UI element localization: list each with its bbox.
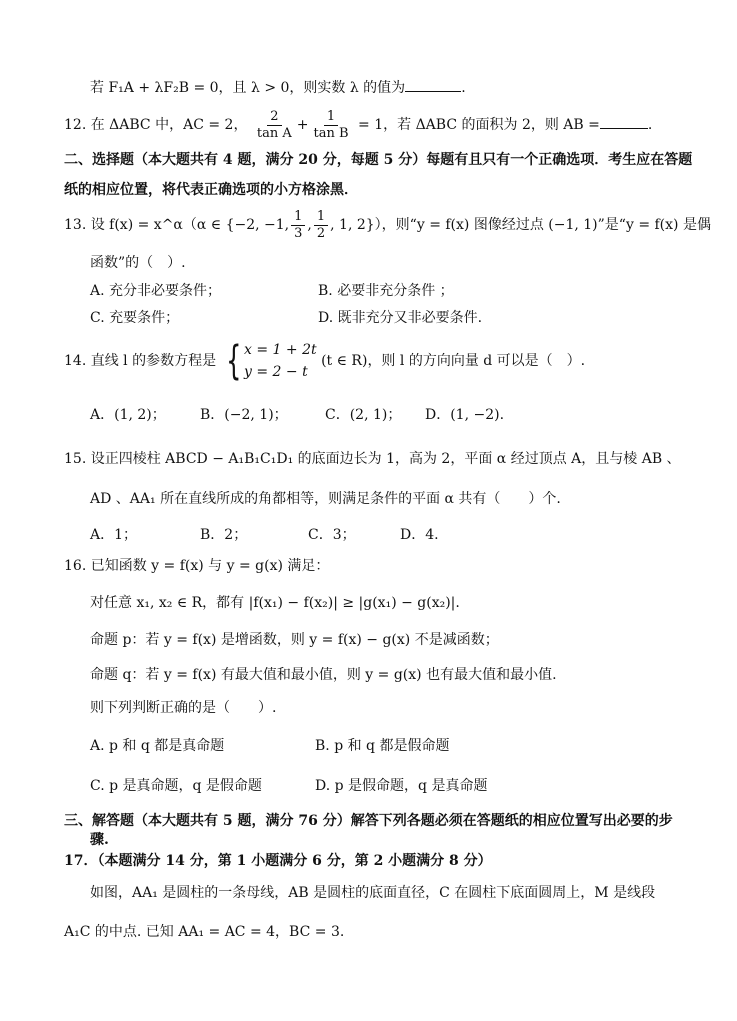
q15-line1 [64,449,681,469]
q12-f2-num: 1 [324,109,338,126]
q16-line4: 命题 q：若 y = f(x) 有最大值和最小值，则 y = g(x) 也有最大值和最小值. [90,667,557,683]
q16-option-d[interactable]: D. p 是假命题，q 是真命题 [315,778,488,794]
q12-post: = 1，若 ΔABC 的面积为 2，则 AB = [358,117,600,133]
q13-f1-num: 1 [291,209,305,226]
q15-option-d[interactable]: D．4. [400,527,439,543]
q12-f2-den: tan B [313,125,349,141]
q14-option-d[interactable]: D．(1, −2). [425,407,505,423]
q13-f2-den: 2 [316,225,326,241]
q16-number: 16. [64,558,87,574]
q12-pre: 在 ΔABC 中，AC = 2， [90,117,248,133]
q15-option-c[interactable]: C．3； [308,527,356,543]
q13-number: 13. [64,217,87,233]
section2-heading-line2: 纸的相应位置，将代表正确选项的小方格涂黑． [64,182,358,198]
q14-option-b[interactable]: B．(−2, 1)； [200,407,288,423]
q12-plus: + [296,117,309,133]
q17-line1: 如图，AA₁ 是圆柱的一条母线，AB 是圆柱的底面直径，C 在圆柱下底面圆周上，M 是线段 [90,885,656,901]
section3-heading-line2: 骤. [90,832,109,848]
q13-line2: 函数”的（ ）. [90,255,186,271]
q11-text: 若 F₁A + λF₂B = 0，且 λ > 0，则实数 λ 的值为 [90,80,406,96]
q13-line1 [64,208,711,242]
q11-end: . [461,80,466,96]
q14-brace: { [225,338,241,384]
q14-equation-system [221,339,317,383]
q12-number: 12. [64,117,87,133]
q11-answer-blank [405,77,461,92]
q14-pre: 直线 l 的参数方程是 [90,353,217,369]
q14-cond: (t ∈ R) [321,353,368,369]
q13-option-d[interactable]: D. 既非充分又非必要条件. [318,310,483,326]
q14-eq2: y = 2 − t [244,364,308,380]
q13-option-b[interactable]: B. 必要非充分条件 ； [318,283,454,299]
q15-line2: AD 、AA₁ 所在直线所成的角都相等，则满足条件的平面 α 共有（ ）个. [90,491,561,507]
q13-post: , 1, 2}），则“y = f(x) 图像经过点 (−1, 1)”是“y = f(x) 是偶 [330,217,711,233]
q16-line3: 命题 p：若 y = f(x) 是增函数，则 y = f(x) − g(x) 不是减函数； [90,632,499,648]
q15-option-b[interactable]: B．2； [200,527,248,543]
q12-f1-num: 2 [267,109,281,126]
q12-fraction-2 [311,109,352,142]
q12-answer-blank [600,114,648,129]
q13-fraction-2 [314,209,328,242]
q16-option-c[interactable]: C. p 是真命题，q 是假命题 [90,778,262,794]
q16-option-b[interactable]: B. p 和 q 都是假命题 [315,738,450,754]
q13-f1-den: 3 [294,225,303,241]
q12-f1-den: tan A [256,125,292,141]
q15-text1: 设正四棱柱 ABCD − A₁B₁C₁D₁ 的底面边长为 1，高为 2，平面 α 经过顶点 A，且与棱 AB 、 [90,451,681,467]
q12 [64,108,652,142]
q14-post: ，则 l 的方向向量 d 可以是（ ）. [367,353,586,369]
q15-number: 15. [64,451,87,467]
section3-heading-line1: 三、解答题（本大题共有 5 题，满分 76 分）解答下列各题必须在答题纸的相应位置写出必要的步 [64,813,673,829]
q15-option-a[interactable]: A．1； [90,527,138,543]
q11-tail [90,77,466,98]
q14-line1 [64,337,585,385]
q14-option-c[interactable]: C．(2, 1)； [325,407,402,423]
q14-option-a[interactable]: A．(1, 2)； [90,407,166,423]
q14-eq1: x = 1 + 2t [244,342,317,358]
q14-number: 14. [64,353,87,369]
q16-option-a[interactable]: A. p 和 q 都是真命题 [90,738,225,754]
q13-option-a[interactable]: A. 充分非必要条件； [90,283,222,299]
q16-line1 [64,556,329,576]
q12-fraction-1 [254,109,295,142]
q13-option-c[interactable]: C. 充要条件； [90,310,180,326]
q12-end: . [647,117,653,133]
q16-line2: 对任意 x₁, x₂ ∈ R，都有 |f(x₁) − f(x₂)| ≥ |g(x₁) − g(x₂)|. [90,595,460,611]
q17-line2: A₁C 的中点. 已知 AA₁ = AC = 4，BC = 3. [64,924,345,940]
q13-f2-num: 1 [314,209,328,226]
q17-header: 17．（本题满分 14 分，第 1 小题满分 6 分，第 2 小题满分 8 分） [64,853,492,869]
q16-text1: 已知函数 y = f(x) 与 y = g(x) 满足： [90,558,330,574]
section2-heading-line1: 二、选择题（本大题共有 4 题，满分 20 分，每题 5 分）每题有且只有一个正确选项．考生应在答题 [64,152,693,168]
q13-pre: 设 f(x) = x^α（α ∈ {−2, −1, [90,217,290,233]
q13-mid: , [307,217,312,233]
q13-fraction-1 [291,209,305,242]
q16-line5: 则下列判断正确的是（ ）. [90,700,277,716]
